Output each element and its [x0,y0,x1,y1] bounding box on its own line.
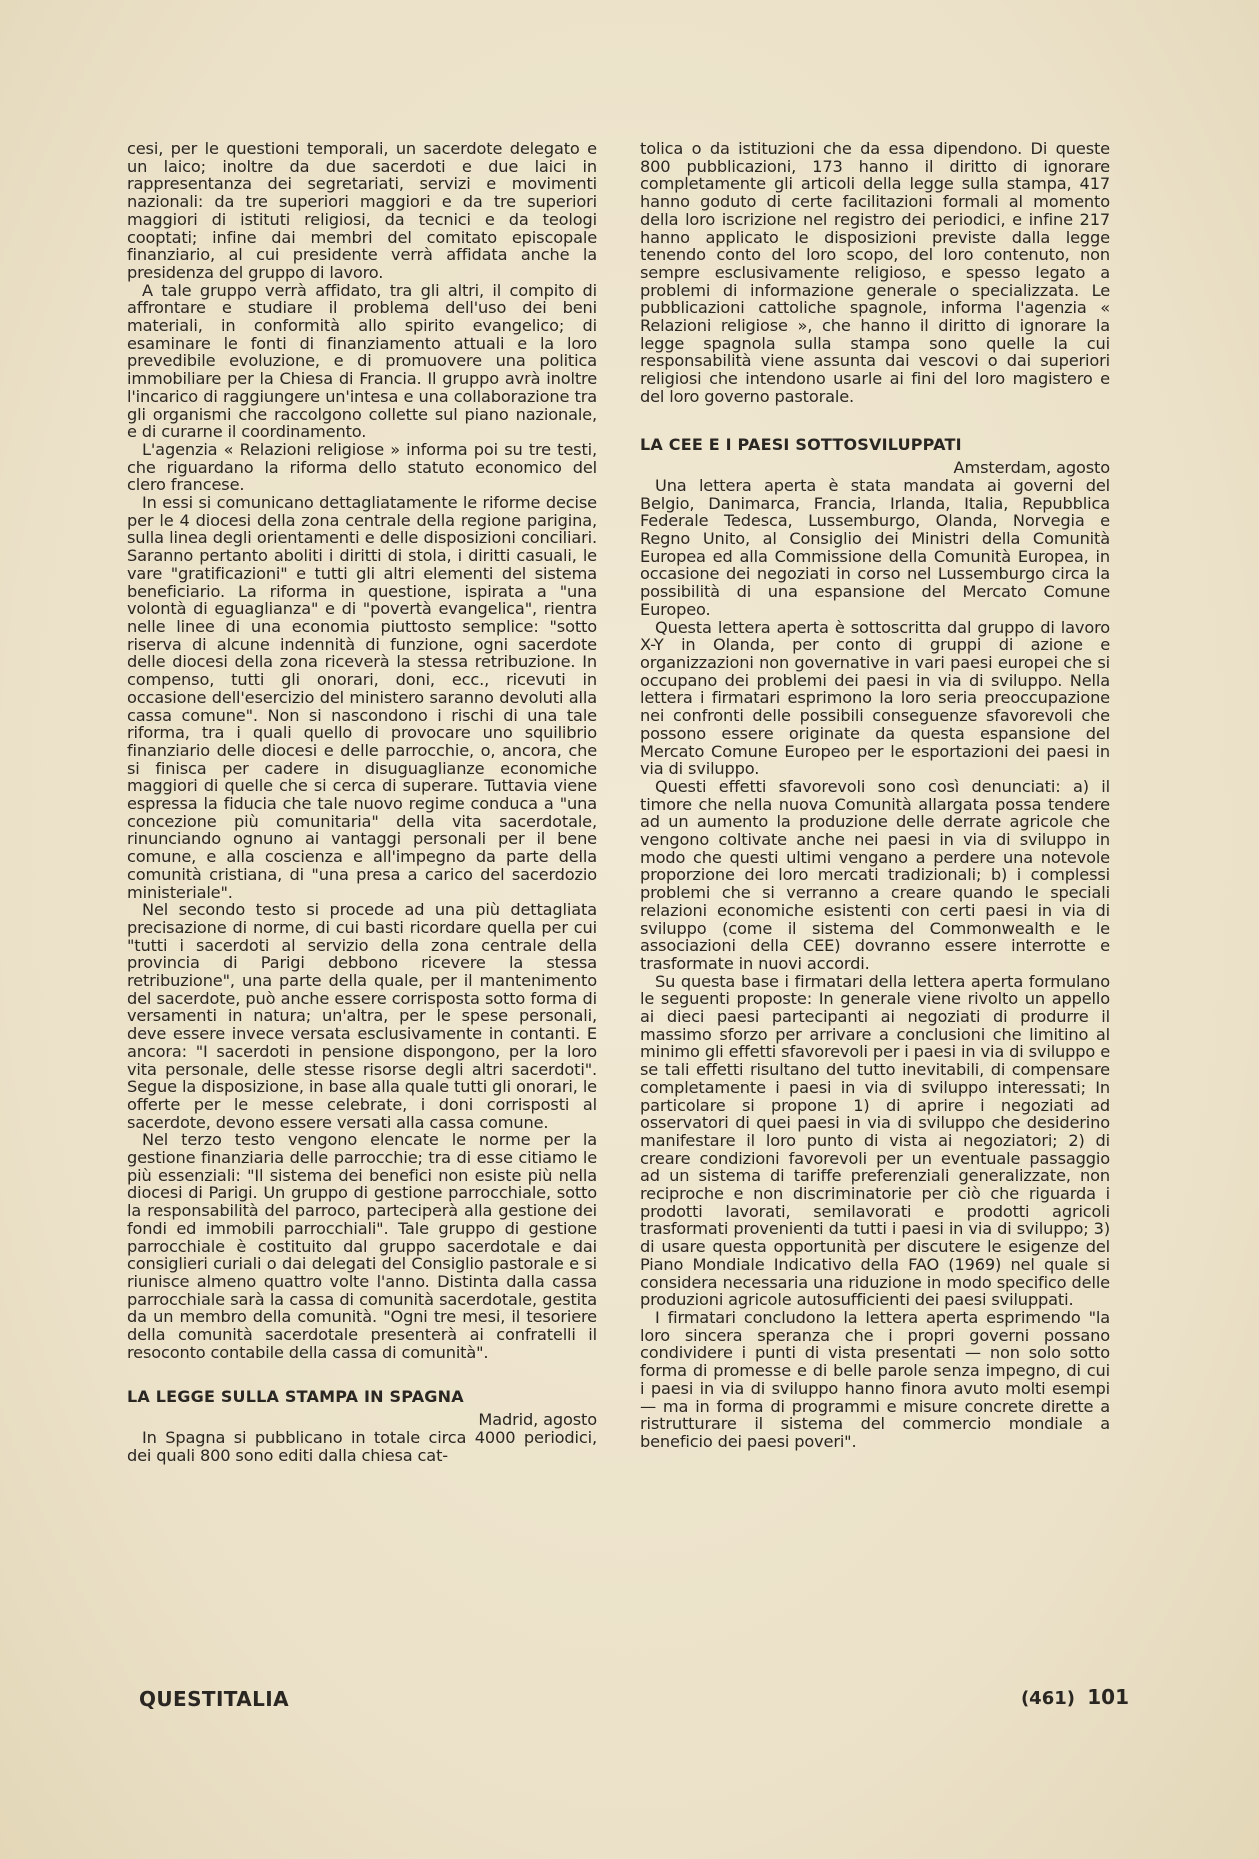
left-paragraph: L'agenzia « Relazioni religiose » informa poi su tre testi, che riguardano la riforma dello statuto economico del clero francese. [127,439,597,495]
left-paragraph: Nel secondo testo si procede ad una più dettagliata precisazione di norme, di cui basti ricordare quella per cui "tutti i sacerdoti al servizio della zona centrale della provincia di Parigi debbono ricevere la stessa retribuzione", una parte della quale, per il mantenimento del sacerdote, può anche essere corrisposta sotto forma di versamenti in natura; un'altra, per le spese personali, deve essere invece versata esclusivamente in contanti. E ancora: "I sacerdoti in pensione dispongono, per la loro vita personale, delle stesse risorse degli altri sacerdoti". Segue la disposizione, in base alla quale tutti gli onorari, le offerte per le messe celebrate, i doni corrisposti al sacerdote, devono essere versati alla cassa comune. [127,900,597,1132]
left-paragraph: cesi, per le questioni temporali, un sacerdote delegato e un laico; inoltre da due sacerdoti e due laici in rappresentanza dei segretariati, servizi e movimenti nazionali: da tre superiori maggiori e da tre superiori maggiori di istituti religiosi, da tecnici e da teologi cooptati; infine dai membri del comitato episcopale finanziario, al cui presidente verrà affidata anche la presidenza del gruppo di lavoro. [127,139,597,282]
right-paragraph: tolica o da istituzioni che da essa dipendono. Di queste 800 pubblicazioni, 173 hanno il diritto di ignorare completamente gli articoli della legge sulla stampa, 417 hanno goduto di certe facilitazioni formali al momento della loro iscrizione nel registro dei periodici, e infine 217 hanno applicato le disposizioni previste dalla legge tenendo conto del loro scopo, del loro contenuto, non sempre esclusivamente religioso, e spesso legato a problemi di informazione generale o specializzata. Le pubblicazioni cattoliche spagnole, informa l'agenzia « Relazioni religiose », che hanno il diritto di ignorare la legge spagnola sulla stampa sono quelle la cui responsabilità viene assunta dai vescovi o dai superiori religiosi che intendono usarle ai fini del loro magistero e del loro governo pastorale. [640,139,1110,406]
page-number-block [1021,1685,1129,1709]
left-paragraph: A tale gruppo verrà affidato, tra gli altri, il compito di affrontare e studiare il problema dell'uso dei beni materiali, in conformità allo spirito evangelico; di esaminare le fonti di finanziamento attuali e la loro prevedibile evoluzione, e di promuovere una politica immobiliare per la Chiesa di Francia. Il gruppo avrà inoltre l'incarico di raggiungere un'intesa e una collaborazione tra gli organismi che raccolgono collette sul piano nazionale, e di curarne il coordinamento. [127,280,597,442]
left-paragraph: Nel terzo testo vengono elencate le norme per la gestione finanziaria delle parrocchie; tra di esse citiamo le più essenziali: "Il sistema dei benefici non esiste più nella diocesi di Parigi. Un gruppo di gestione parrocchiale, sotto la responsabilità del parroco, parteciperà alla gestione dei fondi ed immobili parrocchiali". Tale gruppo di gestione parrocchiale è costituito dal gruppo sacerdotale e dai consiglieri curiali o dai delegati del Consiglio pastorale e si riunisce almeno quattro volte l'anno. Distinta dalla cassa parrocchiale sarà la cassa di comunità sacerdotale, gestita da un membro della comunità. "Ogni tre mesi, il tesoriere della comunità sacerdotale presenterà ai confratelli il resoconto contabile della cassa di comunità". [127,1130,597,1362]
dateline-madrid: Madrid, agosto [478,1410,597,1430]
page-ref: (461) [1020,1688,1075,1709]
dateline-amsterdam: Amsterdam, agosto [953,458,1110,478]
right-paragraph: Una lettera aperta è stata mandata ai governi del Belgio, Danimarca, Francia, Irlanda, Italia, Repubblica Federale Tedesca, Lussemburgo, Olanda, Norvegia e Regno Unito, al Consiglio dei Ministri della Comunità Europea ed alla Commissione della Comunità Europea, in occasione dei negoziati in corso nel Lussemburgo circa la possibilità di una espansione del Mercato Comune Europeo. [640,475,1110,619]
section-heading-spagna: LA LEGGE SULLA STAMPA IN SPAGNA [127,1386,464,1406]
left-paragraph: In essi si comunicano dettagliatamente le riforme decise per le 4 diocesi della zona centrale della regione parigina, sulla linea degli orientamenti e delle disposizioni conciliari. Saranno pertanto aboliti i diritti di stola, i diritti casuali, le vare "gratificazioni" e tutti gli altri elementi del sistema beneficiario. La riforma in questione, ispirata a "una volontà di eguaglianza" e di "povertà evangelica", rientra nelle linee di una economia piuttosto semplice: "sotto riserva di alcune indennità di funzione, ogni sacerdote delle diocesi della zona riceverà la stessa retribuzione. In compenso, tutti gli onorari, doni, ecc., ricevuti in occasione dell'esercizio del ministero saranno devoluti alla cassa comune". Non si nascondono i rischi di una tale riforma, tra i quali quello di provocare uno squilibrio finanziario delle diocesi e delle parrocchie, o, ancora, che si finisca per cadere in disuguaglianze economiche maggiori di quelle che si cerca di superare. Tuttavia viene espressa la fiducia che tale nuovo regime conduca a "una concezione più comunitaria" della vita sacerdotale, rinunciando ognuno ai vantaggi personali per il bene comune, e alla coscienza e all'impegno da parte della comunità cristiana, di "una presa a carico del sacerdozio ministeriale". [127,493,597,902]
right-column [640,140,1110,1451]
page-number: 101 [1087,1685,1129,1709]
magazine-name: QUESTITALIA [139,1687,290,1711]
right-paragraph: I firmatari concludono la lettera aperta esprimendo "la loro sincera speranza che i propri governi possano condividere i punti di vista presentati — non solo sotto forma di promesse e di belle parole senza impegno, di cui i paesi in via di sviluppo hanno finora avuto molti esempi — ma in forma di programmi e misure concrete dirette a ristrutturare il sistema del commercio mondiale a beneficio dei paesi poveri". [640,1308,1110,1451]
left-column [127,140,597,1464]
right-paragraph: Su questa base i firmatari della lettera aperta formulano le seguenti proposte: In generale viene rivolto un appello ai dieci paesi partecipanti ai negoziati di produrre il massimo sforzo per arrivare a conclusioni che limitino al minimo gli effetti sfavorevoli per i paesi in via di sviluppo e se tali effetti risultano del tutto inevitabili, di compensare completamente i paesi in via di sviluppo interessati; In particolare si propone 1) di aprire i negoziati ad osservatori di quei paesi in via di sviluppo che desiderino manifestare il loro punto di vista ai negoziatori; 2) di creare condizioni favorevoli per un eventuale passaggio ad un sistema di tariffe preferenziali generalizzate, non reciproche e non discriminatorie per ciò che riguarda i prodotti lavorati, semilavorati e prodotti agricoli trasformati provenienti da tutti i paesi in via di sviluppo; 3) di usare questa opportunità per discutere le esigenze del Piano Mondiale Indicativo della FAO (1969) nel quale si considera necessaria una riduzione in modo specifico delle produzioni agricole autosufficienti dei paesi sviluppati. [640,971,1110,1310]
section-heading-cee: LA CEE E I PAESI SOTTOSVILUPPATI [640,434,962,454]
right-paragraph: Questa lettera aperta è sottoscritta dal gruppo di lavoro X-Y in Olanda, per conto di gruppi di azione e organizzazioni non governative in vari paesi europei che si occupano dei problemi dei paesi in via di sviluppo. Nella lettera i firmatari esprimono la loro seria preoccupazione nei confronti delle possibili conseguenze sfavorevoli che possono essere originate da questa espansione del Mercato Comune Europeo per le esportazioni dei paesi in via di sviluppo. [640,617,1110,779]
right-paragraph: Questi effetti sfavorevoli sono così denunciati: a) il timore che nella nuova Comunità allargata possa tendere ad un aumento la produzione delle derrate agricole che vengono coltivate anche nei paesi in via di sviluppo in modo che questi ultimi vengano a perdere una notevole proporzione dei loro mercati tradizionali; b) i complessi problemi che si verranno a creare quando le speciali relazioni economiche esistenti con certi paesi in via di sviluppo (come il sistema del Commonwealth e le associazioni della CEE) dovranno essere interrotte e trasformate in nuovi accordi. [640,776,1110,973]
left-paragraph: In Spagna si pubblicano in totale circa 4000 periodici, dei quali 800 sono editi dalla chiesa cat- [127,1427,597,1465]
